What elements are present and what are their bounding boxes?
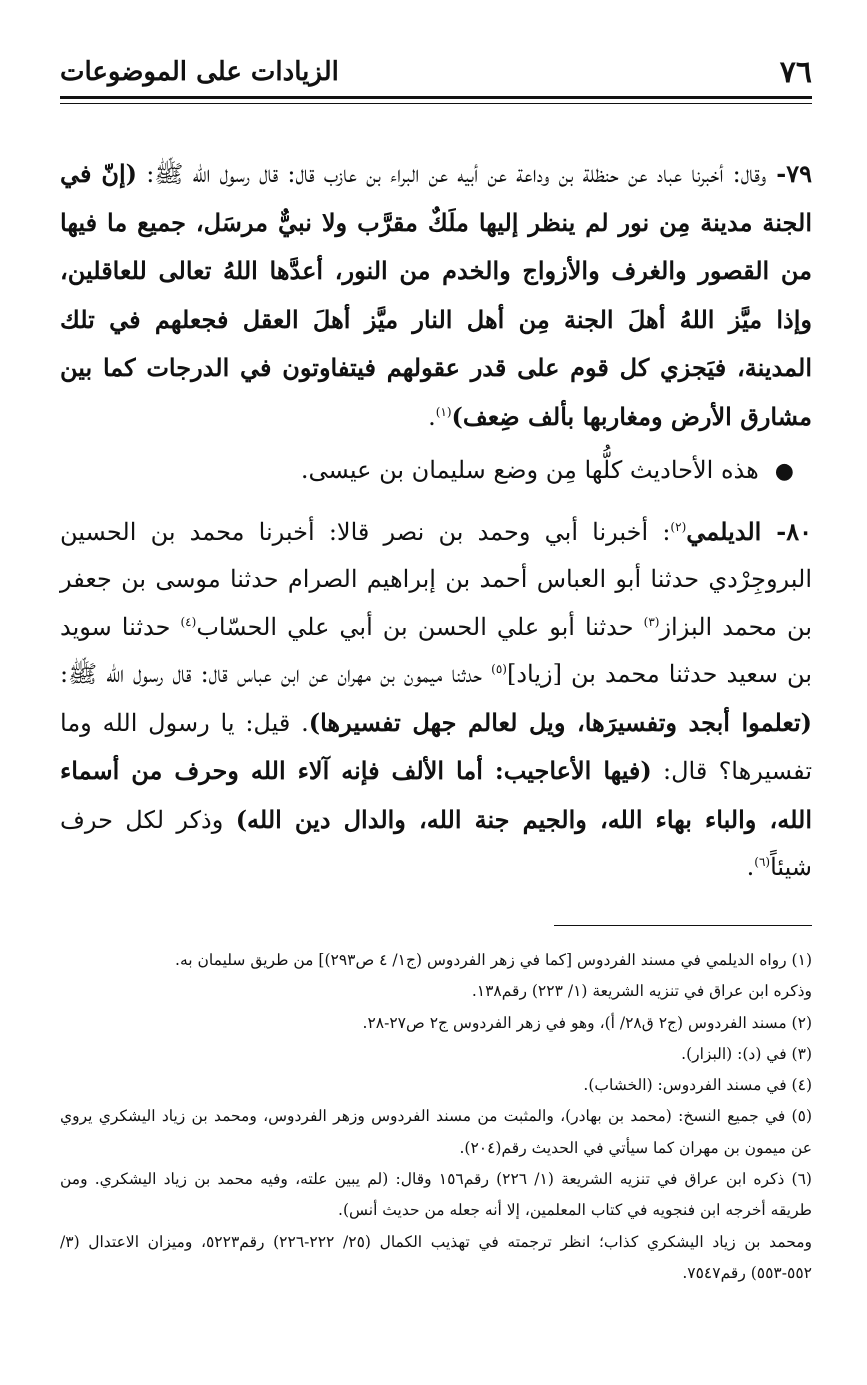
hadith-80: [60, 508, 812, 892]
hadith-matn: (تعلموا أبجد وتفسيرَها، ويل لعالم جهل تفسيرها): [308, 707, 813, 737]
footnote: (٣) في (د): (البزار).: [681, 1044, 812, 1063]
bullet-icon: ●: [774, 459, 794, 484]
hadith-isnad: وقال: أخبرنا عباد عن حنظلة بن وداعة عن أبيه عن البراء بن عازب قال: قال رسول الله ﷺ:: [137, 160, 767, 188]
footnote: (٢) مسند الفردوس (ج٢ ق٢٨/ أ)، وهو في زهر الفردوس ج٢ ص٢٧-٢٨.: [362, 1013, 812, 1032]
hadith-number: ٨٠-: [761, 516, 812, 546]
running-title: الزيادات على الموضوعات: [60, 57, 339, 87]
footnote: (١) رواه الديلمي في مسند الفردوس [كما في زهر الفردوس (ج١/ ٤ ص٢٩٣)] من طريق سليمان به.: [175, 951, 812, 969]
footnote: (٥) في جميع النسخ: (محمد بن بهادر)، والمثبت من مسند الفردوس وزهر الفردوس، ومحمد بن زياد اليشكري يروي عن ميمون بن مهران كما سيأتي في الحديث رقم(٢٠٤).: [60, 1107, 812, 1157]
footnote: (٦) ذكره ابن عراق في تنزيه الشريعة (١/ ٢٢٦) رقم١٥٦ وقال: (لم يبين علته، وفيه محمد بن زياد اليشكري. ومن طريقه أخرجه ابن فنجويه في كتاب المعلمين، إلا أنه جعله من حديث أنس).: [60, 1170, 812, 1220]
sentence-end: .: [428, 402, 436, 431]
hadith-text: . قيل: يا رسول الله وما تفسيرها؟ قال:: [60, 708, 812, 785]
page-number: ٧٦: [779, 54, 812, 90]
footnote-marker: (٥): [491, 662, 507, 676]
footnote: وذكره ابن عراق في تنزيه الشريعة (١/ ٢٢٣) رقم١٣٨.: [471, 982, 812, 1001]
hadith-isnad: : أخبرنا أبي وحمد بن نصر قالا: أخبرنا محمد بن الحسين البروجِرْدي حدثنا أبو العباس أحمد بن إبراهيم الصرام حدثنا موسى بن جعفر بن محمد البزاز: [60, 517, 812, 641]
bullet-note: [60, 447, 812, 496]
hadith-matn: (إنّ في الجنة مدينة مِن نور لم ينظر إليها ملَكٌ مقرَّب ولا نبيٌّ مرسَل، جميع ما فيها من القصور والغرف والأزواج والخدم من النور، أعدَّها اللهُ تعالى للعاقلين، وإذا ميَّز اللهُ أهلَ الجنة مِن أهل النار ميَّز أهلَ العقل فجعلهم في تلك المدينة، فيَجزي كل قوم على قدر عقولهم فيتفاوتون في الدرجات كما بين مشارق الأرض ومغاربها بألف ضِعف): [60, 159, 812, 431]
hadith-source: الديلمي: [686, 516, 762, 546]
bullet-note-text: هذه الأحاديث كلُّها مِن وضع سليمان بن عيسى.: [300, 456, 759, 484]
hadith-number: ٧٩-: [766, 159, 812, 188]
header-rule-thick: [60, 96, 812, 99]
header-rule-thin: [60, 103, 812, 104]
hadith-isnad: حدثنا ميمون بن مهران عن ابن عباس قال: قال رسول الله ﷺ:: [60, 660, 492, 688]
footnotes: [60, 945, 812, 1289]
footnote-marker: (٤): [180, 614, 197, 629]
footnote-marker: (٦): [754, 855, 771, 869]
footnote: (٤) في مسند الفردوس: (الخشاب).: [583, 1076, 812, 1095]
sentence-end: .: [746, 853, 755, 881]
hadith-text: وذكر لكل حرف شيئاً: [60, 805, 812, 881]
hadith-isnad: حدثنا سويد بن سعيد حدثنا محمد بن [زياد]: [60, 612, 812, 688]
footnote: ومحمد بن زياد اليشكري كذاب؛ انظر ترجمته في تهذيب الكمال (٢٥/ ٢٢٢-٢٢٦) رقم٥٢٢٣، وميزان الاعتدال (٣/ ٥٥٢-٥٥٣) رقم٧٥٤٧.: [60, 1232, 813, 1282]
hadith-isnad: حدثنا أبو علي الحسن بن أبي علي الحسّاب: [196, 612, 644, 641]
main-text: [60, 150, 812, 892]
hadith-79: [60, 150, 812, 441]
hadith-matn: (فيها الأعاجيب: أما الألف فإنه آلاء الله وحرف من أسماء الله، والباء بهاء الله، والجيم جنة الله، والدال دين الله): [60, 756, 812, 834]
page-header: [60, 52, 812, 92]
footnote-marker: (٢): [670, 519, 687, 534]
footnote-separator: [554, 925, 812, 926]
footnote-marker: (٣): [643, 614, 660, 629]
footnote-marker: (١): [435, 404, 452, 419]
